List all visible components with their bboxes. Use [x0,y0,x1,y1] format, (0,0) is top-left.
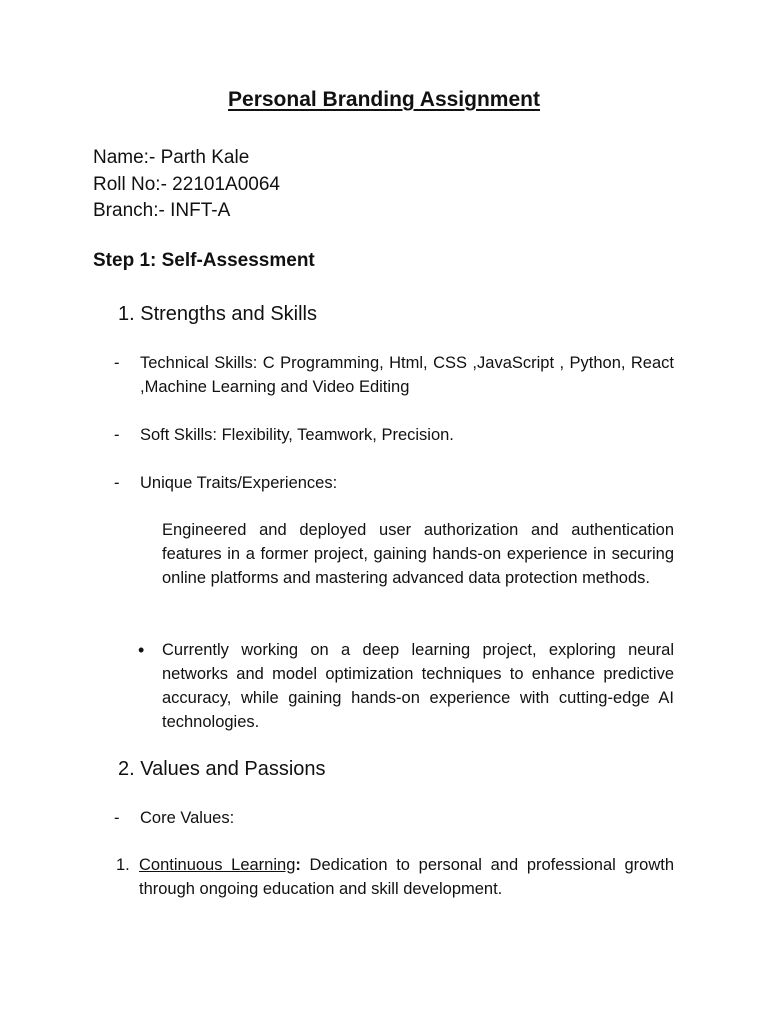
bullet-text: Currently working on a deep learning project, exploring neural networks and model optimization techniques to enhance predictive accuracy, while gaining hands-on experience with cutting-edge AI technologies. [162,641,674,731]
branch: Branch:- INFT-A [93,200,231,221]
document-title: Personal Branding Assignment [228,88,540,111]
unique-traits-item [114,471,674,495]
term-colon: : [295,856,301,874]
core-value-item [116,853,674,901]
roll-number: Roll No:- 22101A0064 [93,174,280,195]
core-value-description: Dedication to personal and professional growth through ongoing education and skill development. [139,856,674,898]
core-values-item [114,806,674,830]
technical-skills-item [114,351,674,399]
dash-marker: - [114,474,120,492]
dash-marker: - [114,809,120,827]
list-number: 1. [116,856,130,874]
core-value-text [139,853,674,901]
dash-marker: - [114,426,120,444]
core-values-label: Core Values: [140,809,235,827]
soft-skills-item [114,423,674,447]
dash-marker: - [114,354,120,372]
section-heading-strengths: 1. Strengths and Skills [118,303,317,325]
section-heading-values: 2. Values and Passions [118,758,326,780]
technical-skills-text: Technical Skills: C Programming, Html, CSS ,JavaScript , Python, React ,Machine Learning and Video Editing [140,354,674,396]
unique-traits-paragraph: Engineered and deployed user authorization and authentication features in a former project, gaining hands-on experience in securing online platforms and mastering advanced data protection methods. [162,521,674,587]
soft-skills-text: Soft Skills: Flexibility, Teamwork, Precision. [140,426,454,444]
student-name: Name:- Parth Kale [93,147,250,168]
bullet-dot-icon: • [138,640,145,660]
core-value-term: Continuous Learning [139,856,296,874]
bullet-item-deep-learning [138,638,674,734]
unique-traits-label: Unique Traits/Experiences: [140,474,338,492]
step-heading: Step 1: Self-Assessment [93,250,315,271]
